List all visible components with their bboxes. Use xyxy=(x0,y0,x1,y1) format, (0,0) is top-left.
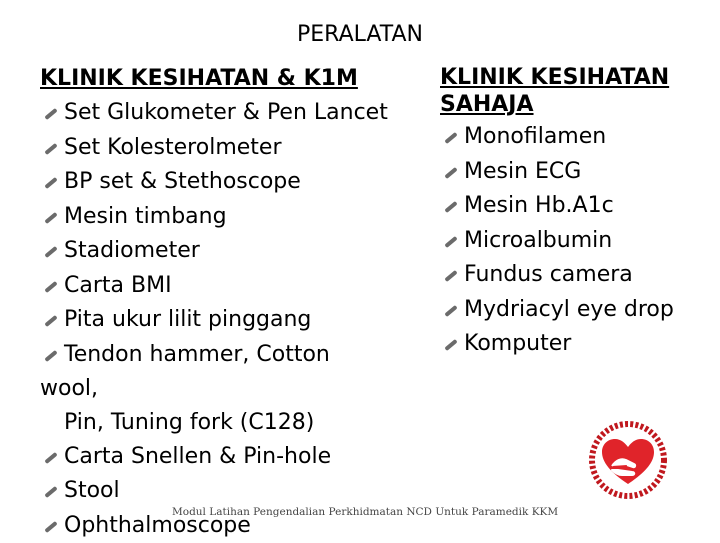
list-item: Stool xyxy=(40,474,420,509)
list-item: BP set & Stethoscope xyxy=(40,165,420,200)
bullet-icon xyxy=(44,142,57,154)
bullet-icon xyxy=(44,108,57,120)
right-list xyxy=(440,120,710,362)
left-list xyxy=(40,96,420,543)
bullet-icon xyxy=(44,349,57,361)
list-item: Microalbumin xyxy=(440,224,710,259)
list-item: Carta BMI xyxy=(40,269,420,304)
list-item-tendon-hammer: Tendon hammer, Cotton wool, Pin, Tuning fork (C128) xyxy=(40,338,420,440)
list-item: Carta Snellen & Pin-hole xyxy=(40,440,420,475)
list-item: Komputer xyxy=(440,327,710,362)
bullet-icon xyxy=(44,280,57,292)
list-item: Ophthalmoscope xyxy=(40,509,420,543)
left-heading: KLINIK KESIHATAN & K1M xyxy=(40,64,420,94)
bullet-icon xyxy=(44,211,57,223)
list-item: Monofilamen xyxy=(440,120,710,155)
bullet-icon xyxy=(444,132,457,144)
list-item: Fundus camera xyxy=(440,258,710,293)
list-item: Stadiometer xyxy=(40,234,420,269)
page-title: PERALATAN xyxy=(0,22,720,47)
bullet-icon xyxy=(44,451,57,463)
list-item: Pita ukur lilit pinggang xyxy=(40,303,420,338)
bullet-icon xyxy=(44,177,57,189)
bullet-icon xyxy=(444,304,457,316)
bullet-icon xyxy=(444,339,457,351)
bullet-icon xyxy=(44,520,57,532)
list-item: Set Kolesterolmeter xyxy=(40,131,420,166)
list-item: Mesin timbang xyxy=(40,200,420,235)
bullet-icon xyxy=(44,486,57,498)
right-column xyxy=(440,64,710,362)
bullet-icon xyxy=(444,201,457,213)
bullet-icon xyxy=(44,315,57,327)
bullet-icon xyxy=(444,270,457,282)
right-heading: KLINIK KESIHATAN SAHAJA xyxy=(440,64,710,118)
footer-text: Modul Latihan Pengendalian Perkhidmatan NCD Untuk Paramedik KKM xyxy=(172,506,558,518)
list-item: Set Glukometer & Pen Lancet xyxy=(40,96,420,131)
list-item: Mesin Hb.A1c xyxy=(440,189,710,224)
left-column xyxy=(40,64,420,543)
bullet-icon xyxy=(444,166,457,178)
list-item: Mydriacyl eye drop xyxy=(440,293,710,328)
heart-hands-logo xyxy=(588,420,668,500)
list-item: Mesin ECG xyxy=(440,155,710,190)
bullet-icon xyxy=(444,235,457,247)
bullet-icon xyxy=(44,246,57,258)
